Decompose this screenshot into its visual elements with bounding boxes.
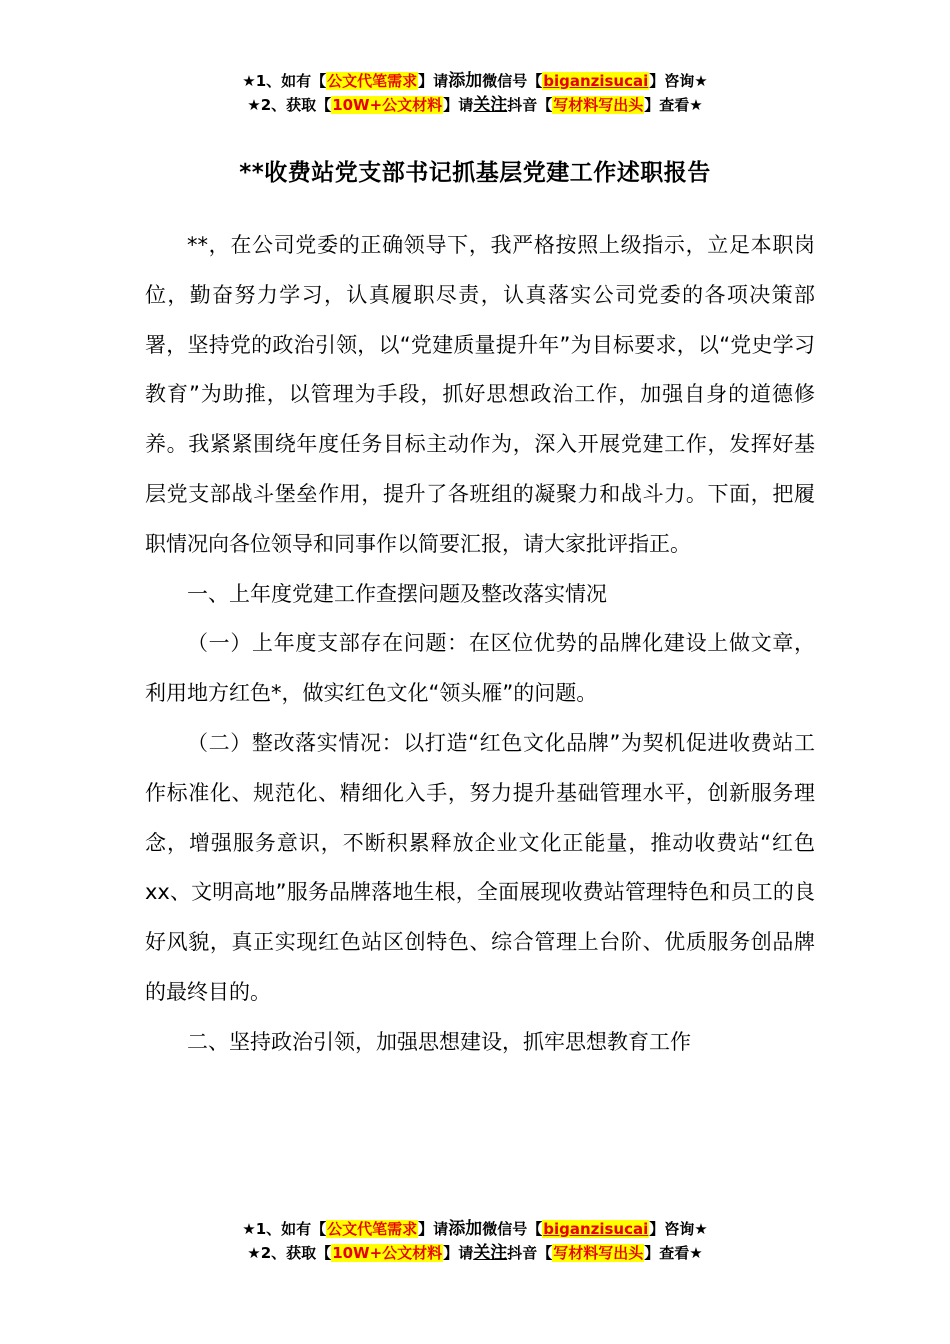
banner-text: 】咨询★ bbox=[649, 72, 708, 90]
banner-wechat-id: biganzisucai bbox=[543, 1220, 649, 1238]
banner-text: 抖音【 bbox=[507, 96, 553, 114]
banner-emphasis: 添加 bbox=[448, 1219, 483, 1239]
document-body bbox=[145, 221, 815, 1068]
banner-highlight: 公文代笔需求 bbox=[327, 72, 418, 90]
banner-emphasis: 关注 bbox=[473, 1243, 508, 1263]
paragraph-rectification: （二）整改落实情况：以打造“红色文化品牌”为契机促进收费站工作标准化、规范化、精细化入手，努力提升基础管理水平，创新服务理念，增强服务意识，不断积累释放企业文化正能量，推动收费站“红色xx、文明高地”服务品牌落地生根，全面展现收费站管理特色和员工的良好风貌，真正实现红色站区创特色、综合管理上台阶、优质服务创品牌的最终目的。 bbox=[145, 730, 815, 1004]
banner-text: 】请 bbox=[443, 96, 474, 114]
banner-douyin-id: 写材料写出头 bbox=[553, 1244, 644, 1262]
footer-banner bbox=[0, 1217, 950, 1265]
banner-text: ★1、如有【 bbox=[242, 1220, 327, 1238]
header-banner bbox=[0, 69, 950, 117]
banner-text: 微信号【 bbox=[482, 72, 543, 90]
banner-text: 】请 bbox=[418, 72, 449, 90]
banner-text: 】请 bbox=[443, 1244, 474, 1262]
banner-text: 抖音【 bbox=[507, 1244, 553, 1262]
banner-wechat-id: biganzisucai bbox=[543, 72, 649, 90]
paragraph-problem: （一）上年度支部存在问题：在区位优势的品牌化建设上做文章，利用地方红色*，做实红色文化“领头雁”的问题。 bbox=[145, 631, 815, 706]
section-heading-1: 一、上年度党建工作查摆问题及整改落实情况 bbox=[187, 581, 607, 606]
banner-highlight: 10W+公文材料 bbox=[332, 96, 443, 114]
banner-text: 】咨询★ bbox=[649, 1220, 708, 1238]
banner-emphasis: 添加 bbox=[448, 71, 483, 91]
banner-text: ★1、如有【 bbox=[242, 72, 327, 90]
banner-line-1 bbox=[0, 69, 950, 93]
document-title: **收费站党支部书记抓基层党建工作述职报告 bbox=[239, 160, 711, 186]
banner-text: ★2、获取【 bbox=[247, 1244, 332, 1262]
banner-text: ★2、获取【 bbox=[247, 96, 332, 114]
banner-text: 】请 bbox=[418, 1220, 449, 1238]
banner-highlight: 10W+公文材料 bbox=[332, 1244, 443, 1262]
banner-line-1 bbox=[0, 1217, 950, 1241]
section-heading-2: 二、坚持政治引领，加强思想建设，抓牢思想教育工作 bbox=[187, 1029, 691, 1054]
banner-douyin-id: 写材料写出头 bbox=[553, 96, 644, 114]
banner-line-2 bbox=[0, 93, 950, 117]
banner-text: 微信号【 bbox=[482, 1220, 543, 1238]
banner-highlight: 公文代笔需求 bbox=[327, 1220, 418, 1238]
banner-emphasis: 关注 bbox=[473, 95, 508, 115]
banner-text: 】查看★ bbox=[644, 96, 703, 114]
paragraph-intro: **，在公司党委的正确领导下，我严格按照上级指示，立足本职岗位，勤奋努力学习，认真履职尽责，认真落实公司党委的各项决策部署，坚持党的政治引领，以“党建质量提升年”为目标要求，以“党史学习教育”为助推，以管理为手段，抓好思想政治工作，加强自身的道德修养。我紧紧围绕年度任务目标主动作为，深入开展党建工作，发挥好基层党支部战斗堡垒作用，提升了各班组的凝聚力和战斗力。下面，把履职情况向各位领导和同事作以简要汇报，请大家批评指正。 bbox=[145, 233, 815, 556]
banner-line-2 bbox=[0, 1241, 950, 1265]
banner-text: 】查看★ bbox=[644, 1244, 703, 1262]
